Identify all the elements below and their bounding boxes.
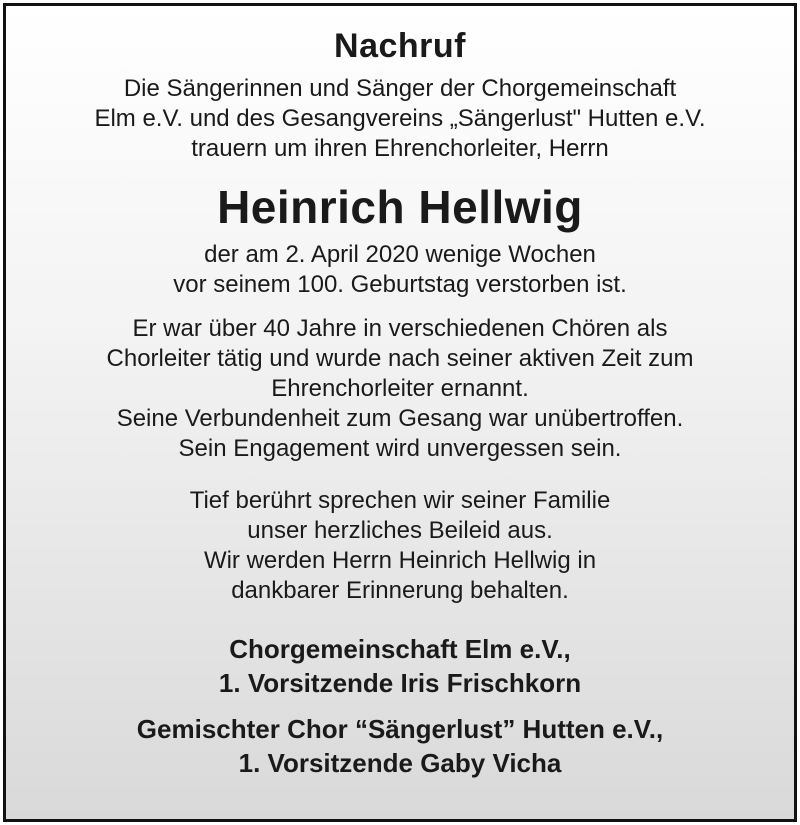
signature-saengerlust [6,712,794,780]
death-text [6,240,794,300]
intro-line: trauern um ihren Ehrenchorleiter, Herrn [191,135,609,162]
intro-line: Die Sängerinnen und Sänger der Chorgemeinschaft [123,75,677,102]
signature-line: 1. Vorsitzende Iris Frischkorn [218,668,582,698]
tribute-line: Seine Verbundenheit zum Gesang war unübertroffen. [116,405,684,432]
tribute-line: Ehrenchorleiter ernannt. [271,375,529,402]
tribute-text [6,314,794,464]
tribute-line: Chorleiter tätig und wurde nach seiner aktiven Zeit zum [106,345,694,372]
intro-line: Elm e.V. und des Gesangvereins „Sängerlust" Hutten e.V. [94,105,706,132]
condolence-line: Wir werden Herrn Heinrich Hellwig in [203,547,597,574]
death-line: der am 2. April 2020 wenige Wochen [204,241,596,268]
intro-text [6,74,794,164]
condolence-text [6,486,794,606]
tribute-line: Sein Engagement wird unvergessen sein. [178,435,622,462]
signature-line: Gemischter Chor “Sängerlust” Hutten e.V., [136,714,664,744]
condolence-line: Tief berührt sprechen wir seiner Familie [189,487,611,514]
deceased-name: Heinrich Hellwig [217,181,583,233]
condolence-line: dankbarer Erinnerung behalten. [231,577,569,604]
signature-line: 1. Vorsitzende Gaby Vicha [238,748,562,778]
signature-chorgemeinschaft [6,632,794,700]
condolence-line: unser herzliches Beileid aus. [247,517,553,544]
signature-line: Chorgemeinschaft Elm e.V., [229,634,571,664]
obituary-notice [3,3,797,822]
notice-title: Nachruf [334,27,466,65]
death-line: vor seinem 100. Geburtstag verstorben ist. [173,271,627,298]
tribute-line: Er war über 40 Jahre in verschiedenen Chören als [132,315,668,342]
